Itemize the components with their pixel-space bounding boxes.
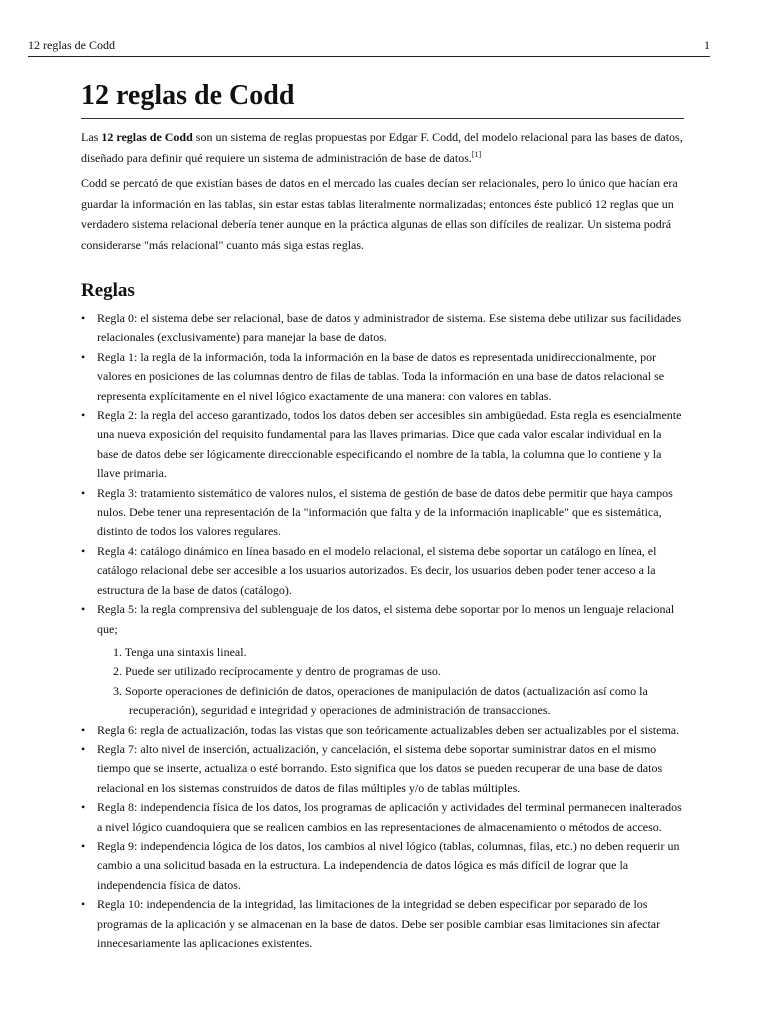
list-item xyxy=(81,721,684,740)
bullet: • xyxy=(81,485,86,500)
rule-text: Regla 9: independencia lógica de los datos, los cambios al nivel lógico (tablas, columnas, filas, etc.) no deben requerir un cambio a una solicitud basada en la estructura. La independencia de datos lógica es más difícil de lograr que la independencia física de datos. xyxy=(97,838,680,892)
list-item xyxy=(81,837,684,895)
running-title: 12 reglas de Codd xyxy=(28,38,115,52)
bullet: • xyxy=(81,311,86,325)
bullet: • xyxy=(81,349,86,364)
rule-text: Regla 7: alto nivel de inserción, actualización, y cancelación, el sistema debe soportar suministrar datos en el mismo tiempo que se inserte, actualiza o esté borrando. Esto significa que los datos se pueden recuperar de una base de datos relacional en los sistemas construidos de datos de filas múltiples y/o de tablas múltiples. xyxy=(97,741,663,795)
codd-paragraph: Codd se percató de que existían bases de datos en el mercado las cuales decían ser relacionales, pero lo único que hacían era guardar la información en las tablas, sin estar estas tablas literalmente normalizadas; entonces éste publicó 12 reglas que un verdadero sistema relacional debería tener aunque en la práctica algunas de ellas son difíciles de realizar. Un sistema podrá considerarse "más relacional" cuanto más siga estas reglas. xyxy=(81,176,678,252)
list-item xyxy=(81,798,684,837)
rule-text: Regla 4: catálogo dinámico en línea basado en el modelo relacional, el sistema debe soportar un catálogo en línea, el catálogo relacional debe ser accesible a los usuarios autorizados. Es decir, los usuarios deben poder tener acceso a la estructura de la base de datos (catálogo). xyxy=(97,543,657,597)
page-number: 1 xyxy=(704,38,710,52)
section-heading-reglas: Reglas xyxy=(81,280,135,301)
rule-text: Regla 0: el sistema debe ser relacional, base de datos y administrador de sistema. Ese sistema debe utilizar sus facilidades relacionales (exclusivamente) para manejar la base de datos. xyxy=(97,311,682,345)
rules-list xyxy=(81,309,684,953)
intro-paragraph xyxy=(81,127,684,168)
list-item xyxy=(81,309,684,348)
rule-text: Regla 3: tratamiento sistemático de valores nulos, el sistema de gestión de base de datos debe permitir que haya campos nulos. Debe tener una representación de la "información que falta y de la información inaplicable" que es sistemática, distinto de todos los valores regulares. xyxy=(97,485,673,539)
bullet: • xyxy=(81,602,86,617)
reference-link[interactable]: [1] xyxy=(471,149,482,159)
rule-text: Regla 1: la regla de la información, toda la información en la base de datos es representada unidireccionalmente, por valores en posiciones de las columnas dentro de filas de tablas. Toda la información en una base de datos relacional se representa explícitamente en el nivel lógico exactamente de una manera: con valores en tablas. xyxy=(97,349,665,403)
sublist-item: 3. Soporte operaciones de definición de datos, operaciones de manipulación de datos (actualización así como la recuperación), seguridad e integridad y operaciones de administración de transacciones. xyxy=(113,683,648,718)
list-item xyxy=(81,406,684,484)
bullet: • xyxy=(81,408,86,423)
intro-prefix: Las xyxy=(81,130,102,144)
rule-text: Regla 2: la regla del acceso garantizado, todos los datos deben ser accesibles sin ambigüedad. Esta regla es esencialmente una nueva exposición del requisito fundamental para las llaves primarias. Dice que cada valor escalar individual en la base de datos debe ser lógicamente direccionable especificando el nombre de la tabla, la columna que lo contiene y la llave primaria. xyxy=(97,408,682,481)
rule-text: Regla 5: la regla comprensiva del sublenguaje de los datos, el sistema debe soportar por lo menos un lenguaje relacional que; xyxy=(97,602,675,636)
list-item xyxy=(81,348,684,406)
bullet: • xyxy=(81,800,86,815)
bullet: • xyxy=(81,543,86,558)
bullet: • xyxy=(81,897,86,912)
bullet: • xyxy=(81,741,86,756)
rule-text: Regla 8: independencia física de los datos, los programas de aplicación y actividades del terminal permanecen inalterados a nivel lógico cuandoquiera que se realicen cambios en las representaciones de almacenamiento o métodos de acceso. xyxy=(97,800,682,834)
article-title: 12 reglas de Codd xyxy=(81,78,684,119)
list-item xyxy=(81,895,684,953)
intro-bold-term: 12 reglas de Codd xyxy=(101,130,193,144)
list-item xyxy=(81,484,684,542)
article-body xyxy=(81,78,684,953)
list-item xyxy=(81,600,684,720)
sublist-item: 2. Puede ser utilizado recíprocamente y dentro de programas de uso. xyxy=(113,664,441,679)
bullet: • xyxy=(81,722,86,737)
sublist-item: 1. Tenga una sintaxis lineal. xyxy=(113,644,247,659)
list-item xyxy=(81,542,684,600)
rule-text: Regla 10: independencia de la integridad, las limitaciones de la integridad se deben especificar por separado de los programas de la aplicación y se almacenan en la base de datos. Debe ser posible cambiar esas limitaciones sin afectar innecesariamente las aplicaciones existentes. xyxy=(97,897,661,950)
intro-rest: son un sistema de reglas propuestas por Edgar F. Codd, del modelo relacional para las bases de datos, diseñado para definir qué requiere un sistema de administración de base de datos. xyxy=(81,130,683,165)
running-header xyxy=(28,38,710,57)
rule5-sublist xyxy=(97,643,684,721)
rule-text: Regla 6: regla de actualización, todas las vistas que son teóricamente actualizables deben ser actualizables por el sistema. xyxy=(97,722,680,737)
list-item xyxy=(81,740,684,798)
bullet: • xyxy=(81,838,86,853)
